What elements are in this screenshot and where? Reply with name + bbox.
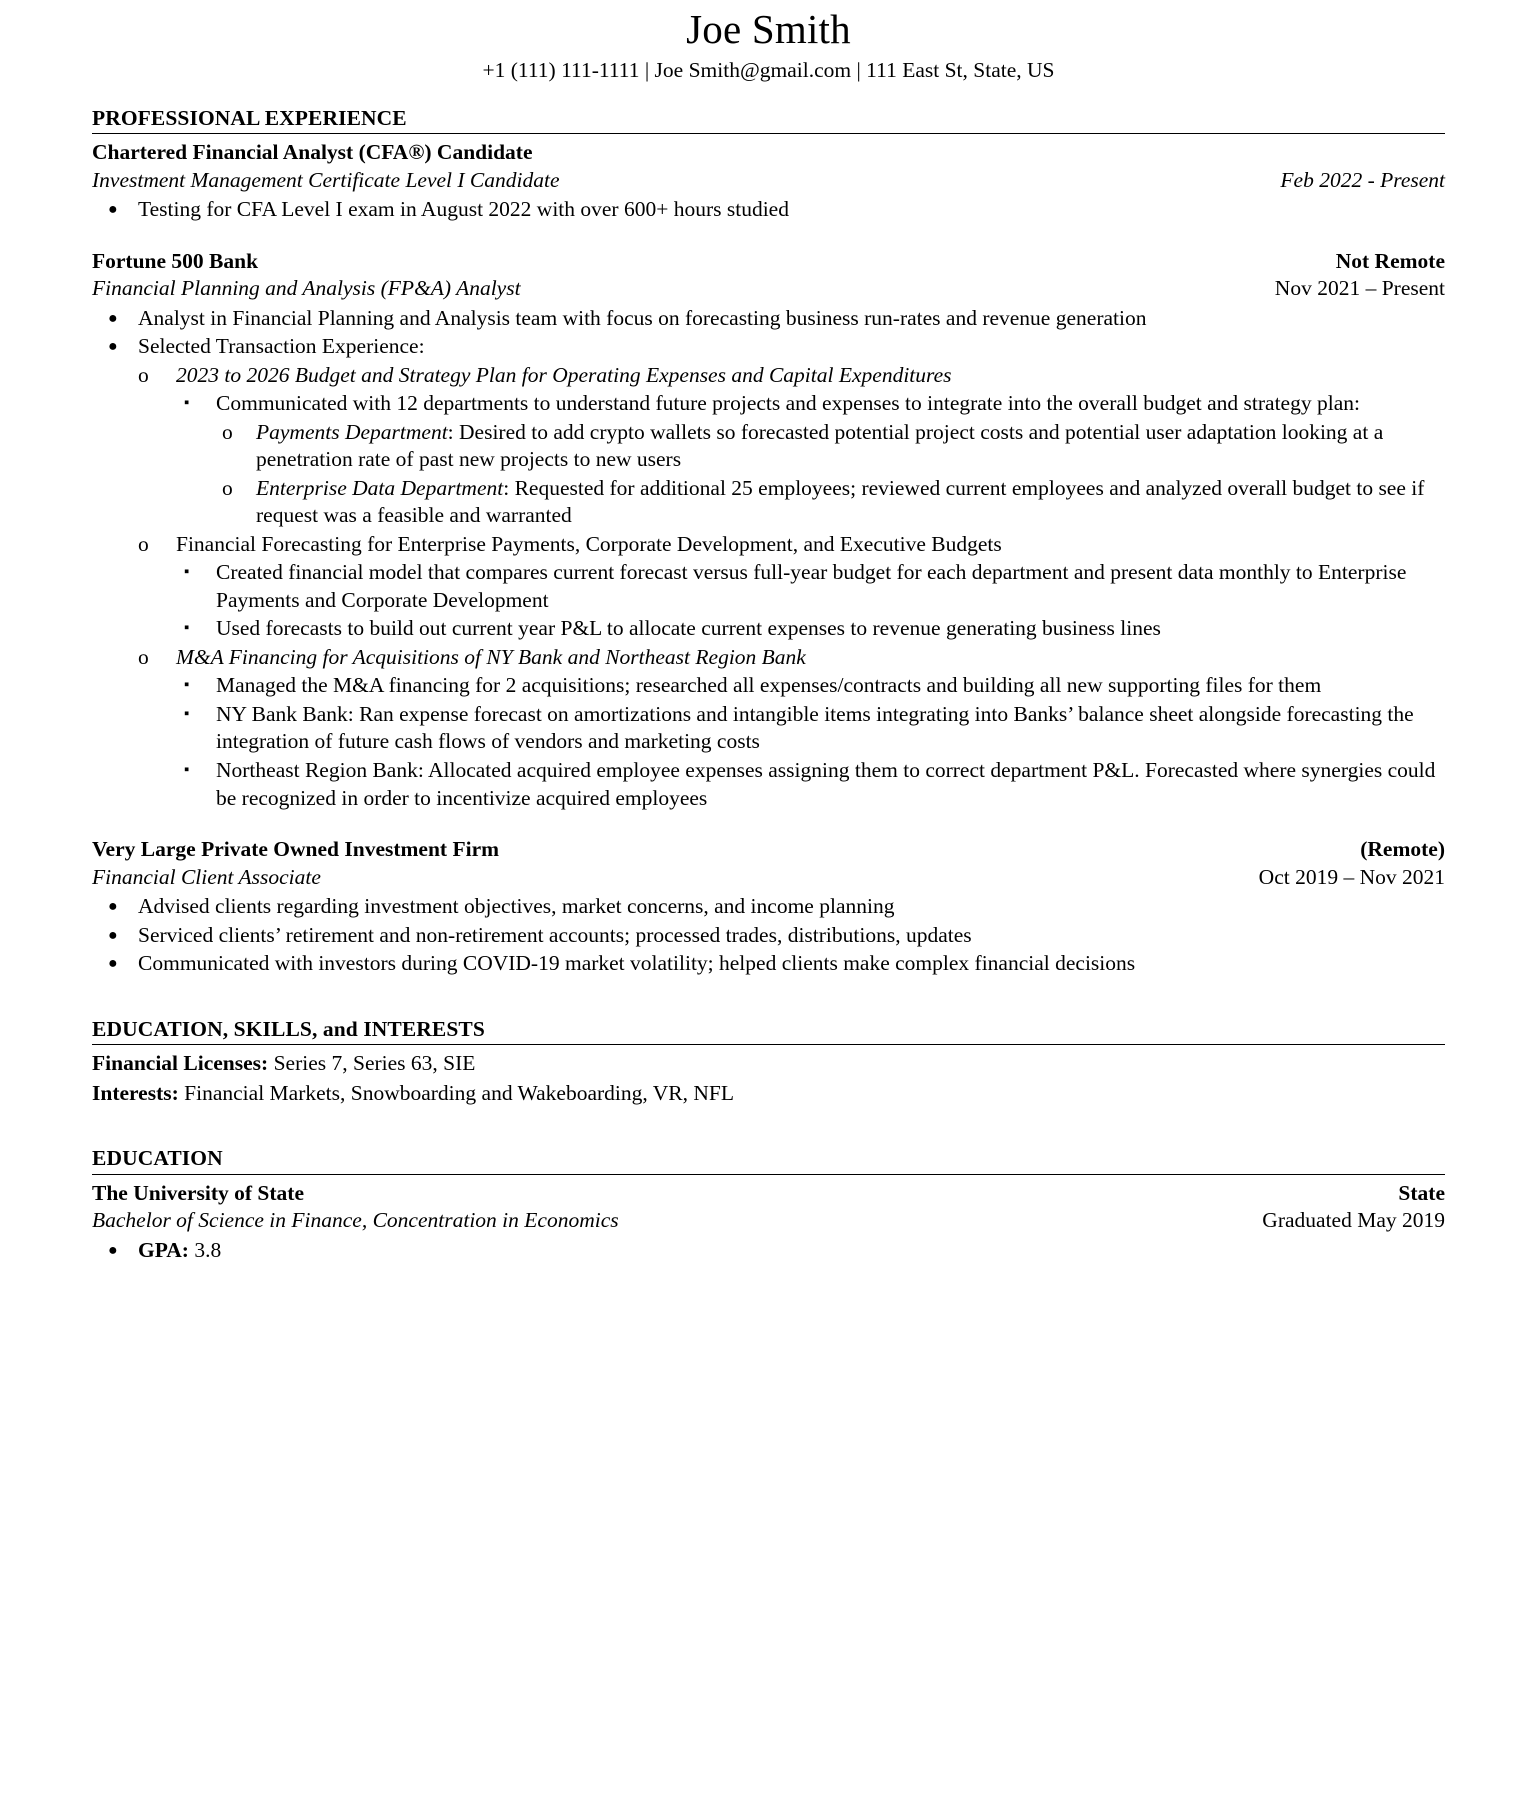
square-bullet-icon: ▪	[184, 677, 190, 694]
section-heading-experience: PROFESSIONAL EXPERIENCE	[92, 105, 1445, 135]
list-item	[92, 922, 1445, 950]
entry-bullet-list	[92, 196, 1445, 224]
list-item-label: Payments Department	[256, 419, 448, 444]
list-item-text: Managed the M&A financing for 2 acquisitions; researched all expenses/contracts and building all new supporting files for them	[216, 673, 1322, 698]
education-entry	[92, 1180, 1445, 1265]
list-item	[92, 615, 1445, 643]
spacer	[92, 814, 1445, 836]
entry-role: Investment Management Certificate Level I Candidate	[92, 167, 560, 192]
square-bullet-icon: ▪	[184, 620, 190, 637]
list-item-text: Used forecasts to build out current year P&L to allocate current expenses to revenue generating business lines	[216, 616, 1161, 641]
disc-bullet-icon: ●	[108, 926, 118, 944]
list-item-text: Advised clients regarding investment objectives, market concerns, and income planning	[138, 894, 895, 919]
list-item-text: : Desired to add crypto wallets so forecasted potential project costs and potential user adaptation looking at a penetration rate of past new projects to new users	[256, 419, 1384, 472]
square-bullet-icon: ▪	[184, 564, 190, 581]
entry-role: Financial Planning and Analysis (FP&A) Analyst	[92, 276, 521, 301]
skills-licenses-row	[92, 1050, 1445, 1078]
list-item	[92, 672, 1445, 700]
list-item	[92, 893, 1445, 921]
entry-org: Fortune 500 Bank	[92, 248, 259, 273]
skills-licenses-label: Financial Licenses:	[92, 1051, 269, 1076]
entry-location: State	[1398, 1180, 1445, 1205]
skills-interests-label: Interests:	[92, 1080, 179, 1105]
entry-location: (Remote)	[1360, 837, 1445, 862]
list-item	[92, 362, 1445, 390]
square-bullet-icon: ▪	[184, 395, 190, 412]
entry-location: Not Remote	[1335, 248, 1445, 273]
experience-entry-cfa	[92, 139, 1445, 224]
sub-list-level4	[92, 419, 1445, 530]
list-item-text: : Requested for additional 25 employees; reviewed current employees and analyzed overall budget to see if request was a feasible and warranted	[256, 475, 1425, 528]
square-bullet-icon: ▪	[184, 705, 190, 722]
list-item	[92, 950, 1445, 978]
entry-org: Chartered Financial Analyst (CFA®) Candidate	[92, 140, 533, 165]
list-item	[92, 390, 1445, 418]
list-item-text: Financial Forecasting for Enterprise Payments, Corporate Development, and Executive Budgets	[176, 531, 1002, 556]
gpa-label: GPA:	[138, 1237, 189, 1262]
gpa-value: 3.8	[194, 1237, 222, 1262]
list-item	[92, 1237, 1445, 1265]
circle-bullet-icon: o	[138, 531, 149, 556]
entry-dates: Nov 2021 – Present	[1274, 276, 1445, 301]
sub-list-level2	[92, 531, 1445, 559]
list-item-text: Serviced clients’ retirement and non-retirement accounts; processed trades, distributions, updates	[138, 922, 972, 947]
list-item-text: M&A Financing for Acquisitions of NY Bank and Northeast Region Bank	[176, 644, 806, 669]
disc-bullet-icon: ●	[108, 955, 118, 973]
entry-dates: Oct 2019 – Nov 2021	[1258, 864, 1445, 889]
entry-role-row	[92, 1207, 1445, 1235]
skills-licenses-value: Series 7, Series 63, SIE	[273, 1051, 476, 1076]
disc-bullet-icon: ●	[108, 201, 118, 219]
list-item-text: Communicated with investors during COVID-19 market volatility; helped clients make complex financial decisions	[138, 951, 1136, 976]
skills-interests-value: Financial Markets, Snowboarding and Wakeboarding, VR, NFL	[184, 1080, 734, 1105]
entry-dates: Graduated May 2019	[1262, 1208, 1445, 1233]
sub-list-level2	[92, 644, 1445, 672]
skills-interests-row	[92, 1080, 1445, 1108]
list-item-text: Testing for CFA Level I exam in August 2022 with over 600+ hours studied	[138, 197, 789, 222]
list-item-text: Selected Transaction Experience:	[138, 334, 425, 359]
list-item	[92, 531, 1445, 559]
list-item-text: NY Bank Bank: Ran expense forecast on amortizations and intangible items integrating into Banks’ balance sheet alongside forecasting the integration of future cash flows of vendors and marketing costs	[216, 701, 1414, 754]
spacer	[92, 980, 1445, 1002]
entry-role-row	[92, 167, 1445, 195]
spacer	[92, 226, 1445, 248]
list-item	[92, 757, 1445, 812]
sub-list-level3	[92, 559, 1445, 643]
square-bullet-icon: ▪	[184, 762, 190, 778]
entry-org-row	[92, 1180, 1445, 1208]
entry-degree: Bachelor of Science in Finance, Concentration in Economics	[92, 1208, 619, 1233]
entry-org-row	[92, 248, 1445, 276]
entry-role-row	[92, 275, 1445, 303]
disc-bullet-icon: ●	[108, 898, 118, 916]
entry-role-row	[92, 864, 1445, 892]
entry-role: Financial Client Associate	[92, 864, 321, 889]
disc-bullet-icon: ●	[108, 338, 118, 356]
entry-dates: Feb 2022 - Present	[1280, 167, 1445, 192]
entry-org-row	[92, 836, 1445, 864]
sub-list-level2	[92, 362, 1445, 390]
page-title: Joe Smith	[686, 6, 851, 52]
sub-list-level3	[92, 390, 1445, 418]
entry-bullet-list	[92, 1237, 1445, 1265]
spacer	[92, 1109, 1445, 1131]
contact-line: +1 (111) 111-1111 | Joe Smith@gmail.com | 111 East St, State, US	[482, 58, 1055, 83]
circle-bullet-icon: o	[222, 419, 233, 444]
list-item	[92, 644, 1445, 672]
entry-org: Very Large Private Owned Investment Firm	[92, 837, 500, 862]
entry-bullet-list	[92, 305, 1445, 361]
entry-bullet-list	[92, 893, 1445, 978]
list-item-text: Created financial model that compares current forecast versus full-year budget for each department and present data monthly to Enterprise Payments and Corporate Development	[216, 560, 1407, 612]
list-item	[92, 333, 1445, 361]
list-item-label: Enterprise Data Department	[256, 475, 504, 500]
entry-school: The University of State	[92, 1180, 304, 1205]
list-item-text: Communicated with 12 departments to understand future projects and expenses to integrate into the overall budget and strategy plan:	[216, 391, 1360, 416]
list-item-text: 2023 to 2026 Budget and Strategy Plan for Operating Expenses and Capital Expenditures	[176, 362, 952, 387]
list-item	[92, 196, 1445, 224]
list-item-text: Analyst in Financial Planning and Analysis team with focus on forecasting business run-rates and revenue generation	[138, 305, 1147, 330]
list-item-text: Northeast Region Bank: Allocated acquired employee expenses assigning them to correct department P&L. Forecasted where synergies could be recognized in order to incentivize acquired employees	[216, 758, 1436, 810]
disc-bullet-icon: ●	[108, 309, 118, 327]
list-item	[92, 701, 1445, 756]
experience-entry-bank	[92, 248, 1445, 812]
list-item	[92, 475, 1445, 530]
circle-bullet-icon: o	[138, 644, 149, 669]
list-item	[92, 305, 1445, 333]
circle-bullet-icon: o	[222, 475, 233, 500]
experience-entry-firm	[92, 836, 1445, 978]
disc-bullet-icon: ●	[108, 1241, 118, 1259]
section-heading-education-skills: EDUCATION, SKILLS, and INTERESTS	[92, 1016, 1445, 1046]
sub-list-level3	[92, 672, 1445, 812]
section-heading-education: EDUCATION	[92, 1145, 1445, 1175]
list-item	[92, 419, 1445, 474]
circle-bullet-icon: o	[138, 362, 149, 387]
list-item	[92, 559, 1445, 614]
